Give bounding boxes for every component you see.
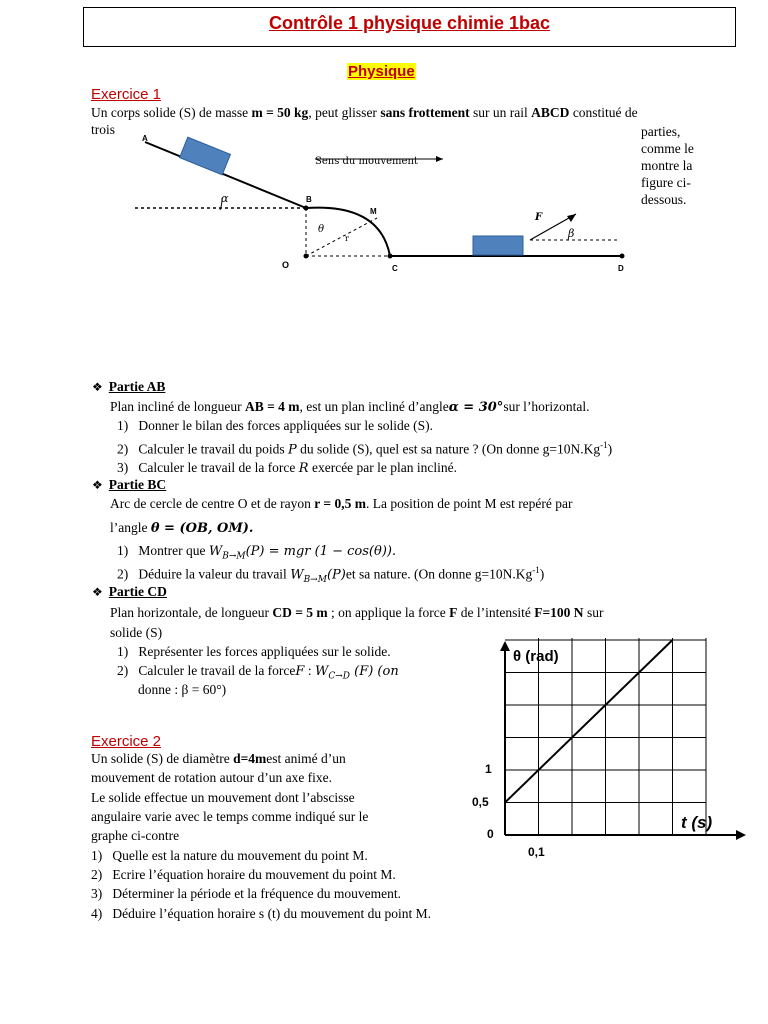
label-m: M xyxy=(370,207,377,216)
part-cd-q1: 1) Représenter les forces appliquées sur le solide. xyxy=(117,644,391,659)
y-tick-0-5: 0,5 xyxy=(472,795,489,809)
ex2-p2: mouvement de rotation autour d’un axe fixe. xyxy=(91,770,333,785)
page-title: Contrôle 1 physique chimie 1bac xyxy=(268,13,551,33)
part-cd-desc-2: solide (S) xyxy=(110,625,163,640)
y-axis-arrow-icon xyxy=(500,641,510,651)
label-a: A xyxy=(142,134,148,143)
diamond-bullet-icon: ❖ xyxy=(92,380,103,394)
y-axis-label: θ (rad) xyxy=(513,648,559,665)
exercise-1-heading: Exercice 1 xyxy=(91,86,162,103)
label-beta: β xyxy=(568,227,575,240)
part-cd-title-row: ❖ Partie CD xyxy=(92,584,167,599)
diamond-bullet-icon: ❖ xyxy=(92,478,103,492)
part-cd-q2-cont: donne : β = 60°) xyxy=(138,682,227,697)
ex1-side-text: parties, comme le montre la figure ci- dessous. xyxy=(641,124,694,207)
om-line xyxy=(306,218,377,256)
part-ab-q1: 1) Donner le bilan des forces appliquées sur le solide (S). xyxy=(117,418,434,433)
part-ab-q3: 3) Calculer le travail de la force R exercée par le plan incliné. xyxy=(117,460,458,476)
ex2-p3: Le solide effectue un mouvement dont l’abscisse xyxy=(91,790,355,805)
section-physique: Physique xyxy=(348,63,415,80)
label-theta: θ xyxy=(318,224,325,235)
label-o: O xyxy=(282,260,290,270)
point-c xyxy=(388,254,393,259)
ex2-p4: angulaire varie avec le temps comme indiqué sur le xyxy=(91,809,369,824)
part-bc-title-row: ❖ Partie BC xyxy=(92,477,167,492)
diamond-bullet-icon: ❖ xyxy=(92,585,103,599)
label-c: C xyxy=(392,264,398,273)
part-ab-q2: 2) Calculer le travail du poids P du solide (S), quel est sa nature ? (On donne $g=10N.Kg^{-1}$) xyxy=(117,440,613,458)
label-alpha: α xyxy=(221,192,229,205)
label-d: D xyxy=(618,264,624,273)
part-ab-desc: Plan incliné de longueur AB = 4 m, est un plan incliné d’angleα = 30°sur l’horizontal. xyxy=(110,399,590,415)
y-tick-1: 1 xyxy=(485,762,492,776)
point-o xyxy=(304,254,309,259)
label-f: F xyxy=(535,212,543,223)
ex2-q4: 4) Déduire l’équation horaire s (t) du mouvement du point M. xyxy=(91,906,432,921)
x-axis-arrow-icon xyxy=(736,830,746,840)
block-on-track xyxy=(473,236,523,255)
origin-label: 0 xyxy=(487,827,494,841)
block-on-ramp xyxy=(180,137,231,175)
ex1-intro-trois: trois xyxy=(91,122,116,137)
ex2-p1: Un solide (S) de diamètre d=4mest animé d’un xyxy=(91,751,346,766)
point-d xyxy=(620,254,625,259)
part-cd-q2: 2) Calculer le travail de la forceF : $W_{C\to D}$ (F) (on xyxy=(117,663,399,682)
rail-figure xyxy=(130,128,630,278)
part-bc-q2: 2) Déduire la valeur du travail $W_{B\to M}(P)et$ sa nature. (On donne $g=10N.Kg^{-1}$) xyxy=(117,565,545,586)
ex2-q2: 2) Ecrire l’équation horaire du mouvement du point M. xyxy=(91,867,396,882)
ex2-p5: graphe ci-contre xyxy=(91,828,180,843)
part-bc-desc: Arc de cercle de centre O et de rayon r = 0,5 m. La position de point M est repéré par xyxy=(110,496,573,511)
x-axis-label: t (s) xyxy=(681,813,713,832)
force-f-head xyxy=(567,214,576,222)
label-b: B xyxy=(306,195,312,204)
chart-grid xyxy=(505,638,706,835)
part-bc-q1: 1) Montrer que $W_{B\to M}(P)$ = mgr (1 − cos(θ)). xyxy=(117,543,397,562)
ex2-q3: 3) Déterminer la période et la fréquence du mouvement. xyxy=(91,886,401,901)
part-ab-title-row: ❖ Partie AB xyxy=(92,379,166,394)
label-r: r xyxy=(345,234,349,243)
part-bc-angle: l’angle θ = (OB, OM). xyxy=(110,520,254,536)
x-tick-0-1: 0,1 xyxy=(528,845,545,859)
motion-arrow-head xyxy=(436,156,443,162)
motion-label: Sens du mouvement xyxy=(315,156,418,167)
theta-time-chart xyxy=(455,638,755,868)
part-cd-desc: Plan horizontale, de longueur CD = 5 m ; on applique la force F de l’intensité F=100 N sur xyxy=(110,605,604,620)
exercise-2-heading: Exercice 2 xyxy=(91,733,162,750)
ex2-q1: 1) Quelle est la nature du mouvement du point M. xyxy=(91,848,368,863)
ex1-intro: Un corps solide (S) de masse m = 50 kg, peut glisser sans frottement sur un rail ABCD constitué de xyxy=(91,105,638,120)
point-b xyxy=(304,206,309,211)
